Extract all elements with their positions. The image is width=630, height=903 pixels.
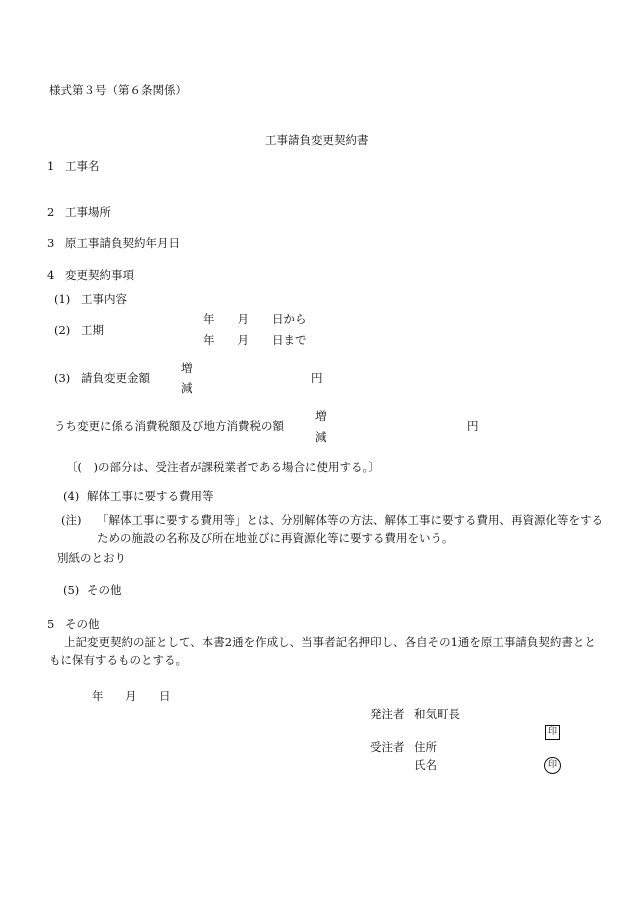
sub-label: 工事内容 — [81, 292, 127, 306]
form-number: 様式第３号（第６条関係） — [49, 83, 187, 97]
sub-number: (2) — [54, 323, 71, 337]
item-number: 2 — [47, 205, 55, 219]
body-text: 上記変更契約の証として、本書2通を作成し、当事者記名押印し、各自その1通を原工事請負契約書とと — [64, 635, 596, 649]
decrease-mark: 減 — [181, 381, 193, 395]
sub-number: (1) — [54, 292, 71, 306]
period-to: 年 月 日まで — [203, 333, 307, 347]
item-label: 工事名 — [65, 159, 100, 173]
note-text: 「解体工事に要する費用等」とは、分別解体等の方法、解体工事に要する費用、再資源化等をする — [97, 513, 603, 527]
item-label: 変更契約事項 — [65, 268, 134, 282]
note-mark: (注) — [61, 513, 82, 527]
contractor-label: 受注者 — [370, 740, 405, 754]
date-month: 月 — [125, 689, 137, 703]
increase-mark: 増 — [181, 361, 193, 375]
body-text: もに保有するものとする。 — [49, 653, 187, 667]
item-label: 工事場所 — [65, 205, 111, 219]
decrease-mark: 減 — [315, 430, 327, 444]
sub-label: その他 — [87, 583, 122, 597]
name-label: 氏名 — [414, 758, 437, 772]
tax-label: うち変更に係る消費税額及び地方消費税の額 — [54, 419, 284, 433]
increase-mark: 増 — [315, 409, 327, 423]
period-from: 年 月 日から — [203, 312, 307, 326]
square-seal-icon: 印 — [545, 725, 560, 740]
sub-number: (5) — [63, 583, 80, 597]
note-text: ための施設の名称及び所在地並びに再資源化等に要する費用をいう。 — [97, 531, 454, 545]
item-number: 1 — [47, 159, 55, 173]
attached-note: 別紙のとおり — [57, 551, 126, 565]
yen-unit: 円 — [311, 371, 323, 385]
item-number: 5 — [47, 617, 55, 631]
item-label: 原工事請負契約年月日 — [65, 236, 180, 250]
item-number: 3 — [47, 236, 55, 250]
sub-label: 解体工事に要する費用等 — [87, 489, 214, 503]
item-label: その他 — [65, 617, 100, 631]
item-number: 4 — [47, 268, 55, 282]
date-day: 日 — [159, 689, 171, 703]
sub-label: 工期 — [81, 323, 104, 337]
orderer-name: 和気町長 — [414, 707, 460, 721]
sub-number: (4) — [63, 489, 80, 503]
sub-label: 請負変更金額 — [81, 371, 150, 385]
document-title: 工事請負変更契約書 — [265, 133, 369, 147]
yen-unit: 円 — [467, 419, 479, 433]
sub-number: (3) — [54, 371, 71, 385]
tax-note: 〔( )の部分は、受注者が課税業者である場合に使用する。〕 — [66, 460, 380, 474]
orderer-label: 発注者 — [370, 707, 405, 721]
date-year: 年 — [92, 689, 104, 703]
round-seal-icon: 印 — [544, 757, 561, 774]
address-label: 住所 — [414, 740, 437, 754]
